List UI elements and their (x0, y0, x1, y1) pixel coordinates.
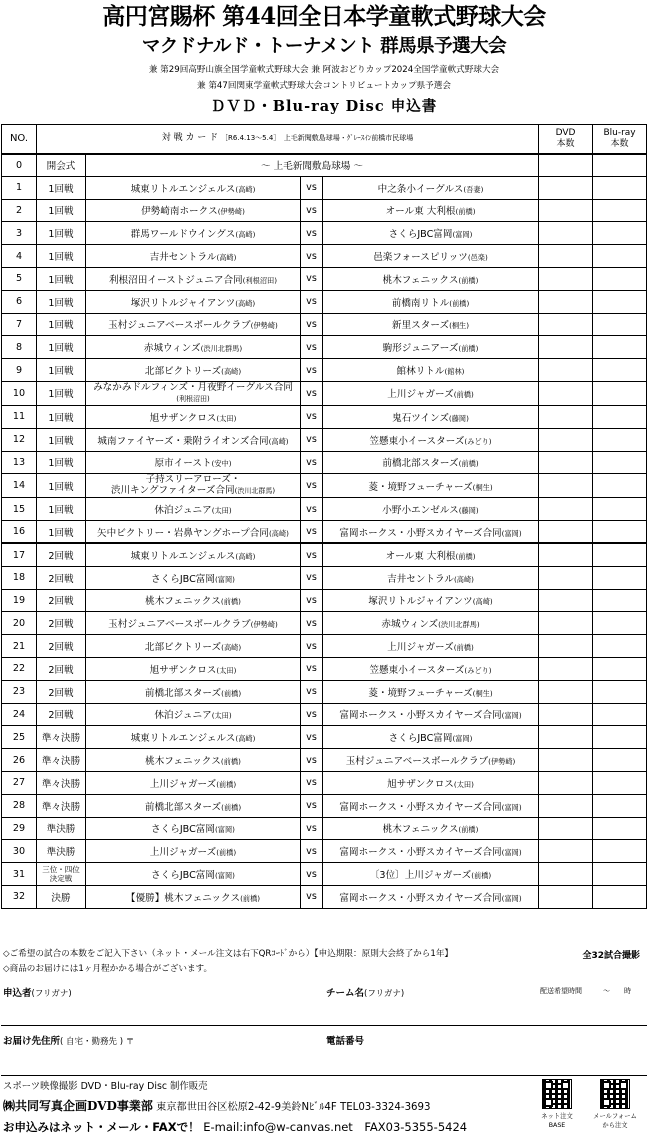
phone-label: 電話番号 (326, 1036, 365, 1047)
team-b: オール東 大利根(前橋) (323, 199, 539, 222)
match-row (2, 336, 647, 359)
team-a: みなかみドルフィンズ・月夜野イーグルス合同 (利根沼田) (86, 381, 301, 405)
bluray-qty-cell[interactable] (593, 245, 647, 268)
col-header-bluray: Blu-ray 本数 (593, 125, 647, 154)
bluray-qty-cell[interactable] (593, 794, 647, 817)
bluray-qty-cell[interactable] (593, 359, 647, 382)
delivery-time: 配送希望時間 ～ 時 (540, 987, 631, 995)
bluray-qty-cell[interactable] (593, 199, 647, 222)
dvd-qty-cell[interactable] (539, 885, 593, 908)
vs-label: vs (301, 635, 323, 658)
team-a: 吉井セントラル(高崎) (86, 245, 301, 268)
dvd-qty-cell[interactable] (539, 863, 593, 886)
vs-label: vs (301, 680, 323, 703)
round-label: 準決勝 (37, 817, 86, 840)
team-b: 富岡ホークス・小野スカイヤーズ合同(富岡) (323, 885, 539, 908)
round-label: 三位・四位 決定戦 (37, 863, 86, 886)
dvd-qty-cell[interactable] (539, 474, 593, 498)
team-a: 上川ジャガーズ(前橋) (86, 771, 301, 794)
team-b: 笠懸東小イースターズ(みどり) (323, 428, 539, 451)
match-row (2, 428, 647, 451)
round-label: 2回戦 (37, 612, 86, 635)
team-b: 鬼石ツインズ(藤岡) (323, 405, 539, 428)
match-row (2, 771, 647, 794)
dvd-qty-cell[interactable] (539, 154, 593, 177)
opening-row (2, 154, 647, 177)
team-a: 前橋北部スターズ(前橋) (86, 680, 301, 703)
team-a: 城東リトルエンジェルス(高崎) (86, 543, 301, 566)
vs-label: vs (301, 612, 323, 635)
team-b: さくらJBC富岡(富岡) (323, 222, 539, 245)
vs-label: vs (301, 726, 323, 749)
bluray-qty-cell[interactable] (593, 154, 647, 177)
vs-label: vs (301, 245, 323, 268)
round-label: 開会式 (37, 154, 86, 177)
team-b: 上川ジャガーズ(前橋) (323, 381, 539, 405)
team-a: 北部ビクトリーズ(高崎) (86, 635, 301, 658)
team-a: 休泊ジュニア(太田) (86, 703, 301, 726)
vs-label: vs (301, 176, 323, 199)
vs-label: vs (301, 703, 323, 726)
team-a: 塚沢リトルジャイアンツ(高崎) (86, 290, 301, 313)
team-b: 新里スターズ(桐生) (323, 313, 539, 336)
round-label: 1回戦 (37, 267, 86, 290)
dvd-qty-cell[interactable] (539, 794, 593, 817)
dvd-qty-cell[interactable] (539, 359, 593, 382)
round-label: 1回戦 (37, 521, 86, 544)
team-a: 矢中ビクトリー・岩鼻ヤングホープ合同(高崎) (86, 521, 301, 544)
match-row (2, 498, 647, 521)
vs-label: vs (301, 267, 323, 290)
vs-label: vs (301, 771, 323, 794)
match-no: 24 (2, 703, 37, 726)
match-row (2, 451, 647, 474)
match-no: 3 (2, 222, 37, 245)
dvd-qty-cell[interactable] (539, 199, 593, 222)
match-no: 17 (2, 543, 37, 566)
match-no: 29 (2, 817, 37, 840)
match-row (2, 817, 647, 840)
dvd-qty-cell[interactable] (539, 428, 593, 451)
match-row (2, 199, 647, 222)
vs-label: vs (301, 199, 323, 222)
match-no: 0 (2, 154, 37, 177)
round-label: 1回戦 (37, 245, 86, 268)
vs-label: vs (301, 657, 323, 680)
team-b: 笠懸東小イースターズ(みどり) (323, 657, 539, 680)
col-header-card (37, 125, 539, 154)
team-b: 前橋南リトル(前橋) (323, 290, 539, 313)
qr-label-base: ネット注文 BASE (541, 1113, 573, 1129)
vs-label: vs (301, 840, 323, 863)
bluray-qty-cell[interactable] (593, 635, 647, 658)
match-row (2, 521, 647, 544)
vs-label: vs (301, 566, 323, 589)
round-label: 準々決勝 (37, 726, 86, 749)
bluray-qty-cell[interactable] (593, 222, 647, 245)
vs-label: vs (301, 794, 323, 817)
dvd-qty-cell[interactable] (539, 680, 593, 703)
round-label: 準々決勝 (37, 794, 86, 817)
divider (1, 1025, 647, 1026)
team-b: 富岡ホークス・小野スカイヤーズ合同(富岡) (323, 521, 539, 544)
bluray-qty-cell[interactable] (593, 749, 647, 772)
team-a: 【優勝】桃木フェニックス(前橋) (86, 885, 301, 908)
team-b: 桃木フェニックス(前橋) (323, 267, 539, 290)
round-label: 1回戦 (37, 381, 86, 405)
dvd-qty-cell[interactable] (539, 726, 593, 749)
dvd-qty-cell[interactable] (539, 543, 593, 566)
bluray-qty-cell[interactable] (593, 863, 647, 886)
order-note: ◇ご希望の試合の本数をご記入下さい（ネット・メール注文は右下QRｺｰﾄﾞから）【申込期限：原則大会終了から1年】 (3, 949, 454, 959)
dvd-qty-cell[interactable] (539, 840, 593, 863)
team-b: 邑楽フォースピリッツ(邑楽) (323, 245, 539, 268)
round-label: 2回戦 (37, 635, 86, 658)
match-row (2, 359, 647, 382)
vs-label: vs (301, 405, 323, 428)
match-row (2, 840, 647, 863)
match-row (2, 612, 647, 635)
dvd-qty-cell[interactable] (539, 771, 593, 794)
bluray-qty-cell[interactable] (593, 657, 647, 680)
vs-label: vs (301, 336, 323, 359)
vs-label: vs (301, 474, 323, 498)
match-row (2, 267, 647, 290)
bluray-qty-cell[interactable] (593, 267, 647, 290)
match-row (2, 543, 647, 566)
match-no: 14 (2, 474, 37, 498)
dvd-qty-cell[interactable] (539, 336, 593, 359)
match-row (2, 405, 647, 428)
round-label: 準々決勝 (37, 749, 86, 772)
team-a: 休泊ジュニア(太田) (86, 498, 301, 521)
round-label: 1回戦 (37, 222, 86, 245)
team-b: 桃木フェニックス(前橋) (323, 817, 539, 840)
team-b: オール東 大利根(前橋) (323, 543, 539, 566)
vs-label: vs (301, 428, 323, 451)
team-a: 城東リトルエンジェルス(高崎) (86, 726, 301, 749)
vs-label: vs (301, 885, 323, 908)
match-row (2, 749, 647, 772)
match-no: 23 (2, 680, 37, 703)
match-no: 18 (2, 566, 37, 589)
dvd-qty-cell[interactable] (539, 521, 593, 544)
qr-code-mailform-icon[interactable] (600, 1079, 630, 1109)
match-row (2, 245, 647, 268)
match-no: 15 (2, 498, 37, 521)
team-a: 群馬ワールドウイングス(高崎) (86, 222, 301, 245)
match-row (2, 222, 647, 245)
qr-label-mailform: メールフォーム から注文 (593, 1113, 637, 1129)
team-a: 前橋北部スターズ(前橋) (86, 794, 301, 817)
bluray-qty-cell[interactable] (593, 817, 647, 840)
team-b: 〔3位〕上川ジャガーズ(前橋) (323, 863, 539, 886)
bluray-qty-cell[interactable] (593, 176, 647, 199)
dvd-qty-cell[interactable] (539, 703, 593, 726)
total-games: 全32試合撮影 (582, 951, 640, 961)
vs-label: vs (301, 290, 323, 313)
match-no: 21 (2, 635, 37, 658)
match-no: 12 (2, 428, 37, 451)
tournament-subtitle: マクドナルド・トーナメント 群馬県予選大会 (141, 36, 507, 57)
bluray-qty-cell[interactable] (593, 840, 647, 863)
footer-service: スポーツ映像撮影 DVD・Blu-ray Disc 制作販売 (3, 1081, 208, 1092)
round-label: 1回戦 (37, 290, 86, 313)
bluray-qty-cell[interactable] (593, 612, 647, 635)
match-no: 27 (2, 771, 37, 794)
opening-venue: ～ 上毛新聞敷島球場 ～ (86, 154, 539, 177)
vs-label: vs (301, 222, 323, 245)
match-no: 1 (2, 176, 37, 199)
qualifier-note-1: 兼 第29回高野山旗全国学童軟式野球大会 兼 阿波おどりカップ2024全国学童軟式野球大会 (148, 65, 500, 75)
team-a: 城東リトルエンジェルス(高崎) (86, 176, 301, 199)
round-label: 2回戦 (37, 680, 86, 703)
team-a: 旭サザンクロス(太田) (86, 657, 301, 680)
bluray-qty-cell[interactable] (593, 290, 647, 313)
match-row (2, 589, 647, 612)
match-no: 19 (2, 589, 37, 612)
dvd-qty-cell[interactable] (539, 222, 593, 245)
footer-contact: お申込みはネット・メール・FAXで！ E-mail:info@w-canvas.net FAX03-5355-5424 (3, 1120, 468, 1134)
bluray-qty-cell[interactable] (593, 428, 647, 451)
match-no: 5 (2, 267, 37, 290)
dvd-qty-cell[interactable] (539, 498, 593, 521)
team-a: さくらJBC富岡(富岡) (86, 863, 301, 886)
bluray-qty-cell[interactable] (593, 703, 647, 726)
team-b: 赤城ウィンズ(渋川北群馬) (323, 612, 539, 635)
match-row (2, 474, 647, 498)
match-row (2, 863, 647, 886)
match-row (2, 885, 647, 908)
vs-label: vs (301, 313, 323, 336)
dvd-qty-cell[interactable] (539, 451, 593, 474)
footer-company: ㈱共同写真企画DVD事業部 東京都世田谷区松原2-42-9美鈴Nﾋﾞﾙ4F TEL03-3324-3693 (3, 1099, 431, 1113)
match-no: 30 (2, 840, 37, 863)
vs-label: vs (301, 521, 323, 544)
team-b: 富岡ホークス・小野スカイヤーズ合同(富岡) (323, 840, 539, 863)
match-no: 25 (2, 726, 37, 749)
vs-label: vs (301, 381, 323, 405)
bluray-qty-cell[interactable] (593, 474, 647, 498)
match-row (2, 794, 647, 817)
team-b: 玉村ジュニアベースボールクラブ(伊勢崎) (323, 749, 539, 772)
qr-code-base-icon[interactable] (542, 1079, 572, 1109)
match-no: 7 (2, 313, 37, 336)
bluray-qty-cell[interactable] (593, 405, 647, 428)
dvd-qty-cell[interactable] (539, 245, 593, 268)
match-no: 10 (2, 381, 37, 405)
vs-label: vs (301, 817, 323, 840)
team-a: 北部ビクトリーズ(高崎) (86, 359, 301, 382)
round-label: 1回戦 (37, 176, 86, 199)
round-label: 1回戦 (37, 313, 86, 336)
team-a: 城南ファイヤーズ・乗附ライオンズ合同(高崎) (86, 428, 301, 451)
match-row (2, 635, 647, 658)
match-row (2, 176, 647, 199)
applicant-label: 申込者(フリガナ) (3, 988, 72, 999)
team-b: 富岡ホークス・小野スカイヤーズ合同(富岡) (323, 794, 539, 817)
bluray-qty-cell[interactable] (593, 589, 647, 612)
bluray-qty-cell[interactable] (593, 680, 647, 703)
team-a: 原市イースト(安中) (86, 451, 301, 474)
dvd-qty-cell[interactable] (539, 405, 593, 428)
round-label: 1回戦 (37, 359, 86, 382)
vs-label: vs (301, 359, 323, 382)
round-label: 1回戦 (37, 336, 86, 359)
match-row (2, 381, 647, 405)
team-a: さくらJBC富岡(富岡) (86, 566, 301, 589)
team-a: 利根沼田イーストジュニア合同(利根沼田) (86, 267, 301, 290)
team-b: 塚沢リトルジャイアンツ(高崎) (323, 589, 539, 612)
team-b: 上川ジャガーズ(前橋) (323, 635, 539, 658)
delivery-note: ◇商品のお届けには1ヶ月程かかる場合がございます。 (3, 964, 213, 974)
tournament-title: 高円宮賜杯 第44回全日本学童軟式野球大会 (102, 3, 546, 30)
match-no: 4 (2, 245, 37, 268)
bluray-qty-cell[interactable] (593, 771, 647, 794)
dvd-qty-cell[interactable] (539, 267, 593, 290)
match-row (2, 726, 647, 749)
team-b: 菱・境野フューチャーズ(桐生) (323, 474, 539, 498)
bluray-qty-cell[interactable] (593, 566, 647, 589)
match-no: 16 (2, 521, 37, 544)
match-no: 9 (2, 359, 37, 382)
round-label: 2回戦 (37, 543, 86, 566)
dvd-qty-cell[interactable] (539, 589, 593, 612)
team-a: 上川ジャガーズ(前橋) (86, 840, 301, 863)
round-label: 決勝 (37, 885, 86, 908)
team-a: 赤城ウィンズ(渋川北群馬) (86, 336, 301, 359)
match-no: 22 (2, 657, 37, 680)
match-row (2, 703, 647, 726)
address-label: お届け先住所( 自宅・勤務先 ) 〒 (3, 1036, 135, 1047)
match-row (2, 657, 647, 680)
match-table (1, 124, 647, 909)
match-no: 11 (2, 405, 37, 428)
vs-label: vs (301, 589, 323, 612)
bluray-qty-cell[interactable] (593, 521, 647, 544)
team-a: 桃木フェニックス(前橋) (86, 749, 301, 772)
team-label: チーム名(フリガナ) (326, 988, 405, 999)
match-no: 6 (2, 290, 37, 313)
match-no: 8 (2, 336, 37, 359)
round-label: 1回戦 (37, 405, 86, 428)
bluray-qty-cell[interactable] (593, 313, 647, 336)
match-no: 31 (2, 863, 37, 886)
col-header-card-label: 対 戦 カ ー ド (161, 133, 219, 144)
vs-label: vs (301, 863, 323, 886)
vs-label: vs (301, 498, 323, 521)
round-label: 準々決勝 (37, 771, 86, 794)
team-b: 館林リトル(館林) (323, 359, 539, 382)
match-no: 2 (2, 199, 37, 222)
dvd-qty-cell[interactable] (539, 635, 593, 658)
match-no: 20 (2, 612, 37, 635)
match-no: 13 (2, 451, 37, 474)
bluray-qty-cell[interactable] (593, 885, 647, 908)
bluray-qty-cell[interactable] (593, 498, 647, 521)
dvd-qty-cell[interactable] (539, 290, 593, 313)
match-row (2, 566, 647, 589)
team-b: 中之条小イーグルス(吾妻) (323, 176, 539, 199)
round-label: 1回戦 (37, 474, 86, 498)
col-header-card-note: ［R6.4.13～5.4］ 上毛新聞敷島球場・ｸﾞﾚｰｽｲﾝ前橋市民球場 (221, 134, 414, 143)
divider (1, 1075, 647, 1076)
team-a: 旭サザンクロス(太田) (86, 405, 301, 428)
round-label: 1回戦 (37, 428, 86, 451)
match-row (2, 313, 647, 336)
col-header-dvd: DVD 本数 (539, 125, 593, 154)
team-a: 玉村ジュニアベースボールクラブ(伊勢崎) (86, 612, 301, 635)
team-b: さくらJBC富岡(富岡) (323, 726, 539, 749)
dvd-qty-cell[interactable] (539, 381, 593, 405)
team-b: 前橋北部スターズ(前橋) (323, 451, 539, 474)
dvd-qty-cell[interactable] (539, 749, 593, 772)
vs-label: vs (301, 451, 323, 474)
round-label: 2回戦 (37, 703, 86, 726)
dvd-qty-cell[interactable] (539, 176, 593, 199)
round-label: 2回戦 (37, 657, 86, 680)
team-a: さくらJBC富岡(富岡) (86, 817, 301, 840)
bluray-qty-cell[interactable] (593, 543, 647, 566)
col-header-no: NO. (2, 125, 37, 154)
team-b: 旭サザンクロス(太田) (323, 771, 539, 794)
round-label: 2回戦 (37, 589, 86, 612)
qualifier-note-2: 兼 第47回関東学童軟式野球大会コントリビュートカップ県予選会 (197, 81, 451, 91)
match-no: 32 (2, 885, 37, 908)
match-no: 28 (2, 794, 37, 817)
round-label: 1回戦 (37, 451, 86, 474)
team-a: 桃木フェニックス(前橋) (86, 589, 301, 612)
dvd-qty-cell[interactable] (539, 313, 593, 336)
team-b: 小野小エンゼルス(藤岡) (323, 498, 539, 521)
dvd-qty-cell[interactable] (539, 657, 593, 680)
bluray-qty-cell[interactable] (593, 726, 647, 749)
bluray-qty-cell[interactable] (593, 381, 647, 405)
match-row (2, 290, 647, 313)
dvd-qty-cell[interactable] (539, 817, 593, 840)
bluray-qty-cell[interactable] (593, 451, 647, 474)
team-a: 伊勢崎南ホークス(伊勢崎) (86, 199, 301, 222)
team-b: 駒形ジュニアーズ(前橋) (323, 336, 539, 359)
team-b: 富岡ホークス・小野スカイヤーズ合同(富岡) (323, 703, 539, 726)
form-title: ＤＶＤ・Blu-ray Disc 申込書 (210, 98, 438, 115)
round-label: 準決勝 (37, 840, 86, 863)
team-b: 吉井セントラル(高崎) (323, 566, 539, 589)
dvd-qty-cell[interactable] (539, 566, 593, 589)
match-no: 26 (2, 749, 37, 772)
round-label: 1回戦 (37, 498, 86, 521)
match-row (2, 680, 647, 703)
round-label: 1回戦 (37, 199, 86, 222)
vs-label: vs (301, 543, 323, 566)
vs-label: vs (301, 749, 323, 772)
round-label: 2回戦 (37, 566, 86, 589)
team-a: 玉村ジュニアベースボールクラブ(伊勢崎) (86, 313, 301, 336)
bluray-qty-cell[interactable] (593, 336, 647, 359)
team-a: 子持スリーアローズ・ 渋川キングファイターズ合同(渋川北群馬) (86, 474, 301, 498)
dvd-qty-cell[interactable] (539, 612, 593, 635)
team-b: 菱・境野フューチャーズ(桐生) (323, 680, 539, 703)
